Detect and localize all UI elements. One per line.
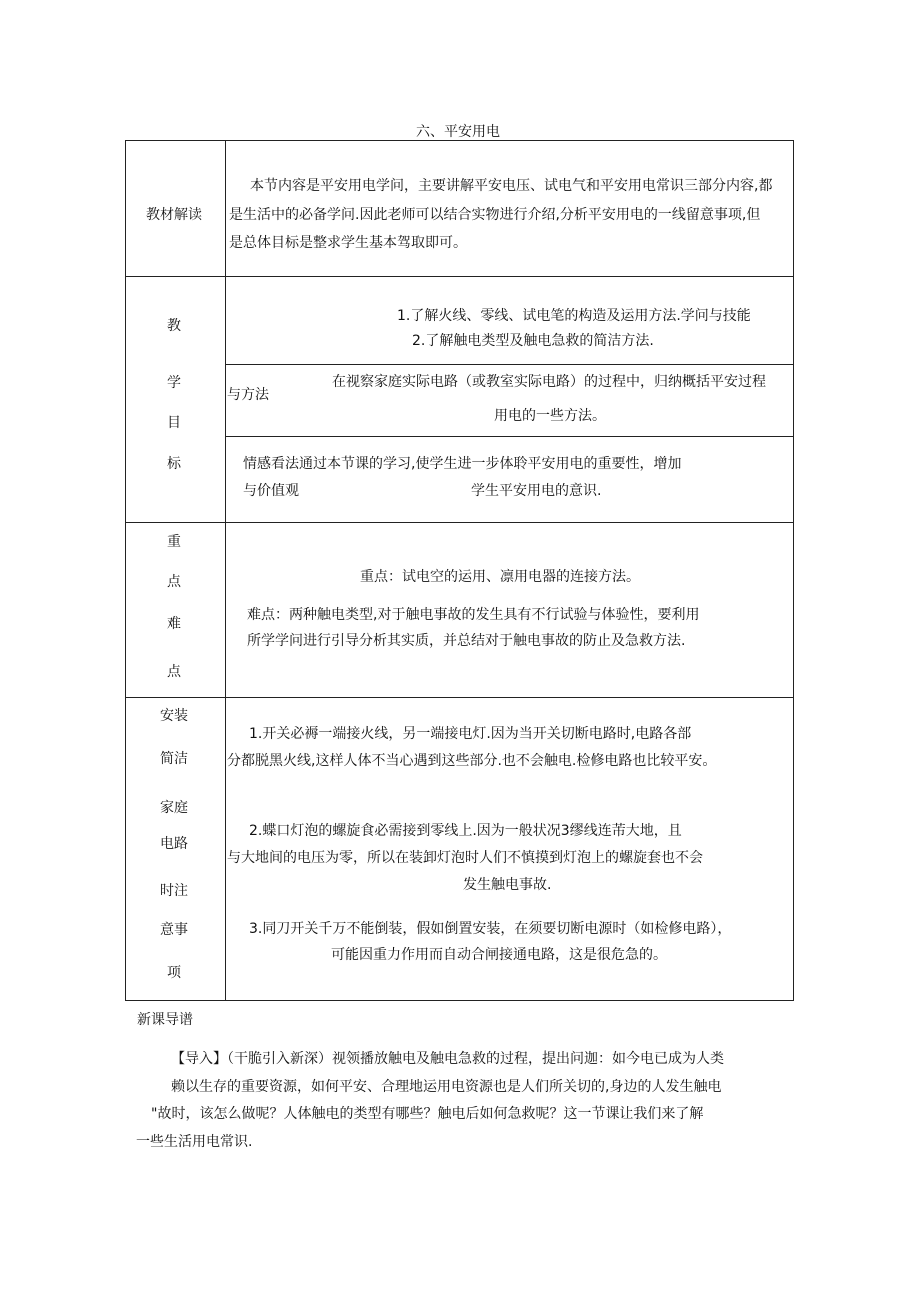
keypoints-header-char: 点 (167, 574, 181, 590)
keypoints-header-char: 重 (167, 534, 181, 550)
section-title: 新课导谱 (137, 1012, 193, 1028)
goals-header-char: 标 (167, 456, 181, 472)
install-header-char: 安装 (160, 708, 188, 724)
keypoints-header-char: 点 (167, 664, 181, 680)
install-line: 1.开关必褥一端接火线，另一端接电灯.因为当开关切断电路时,电路各部 (249, 726, 692, 742)
table-border-left (125, 140, 126, 1001)
goals-inner-divider (225, 364, 793, 365)
install-header-char: 电路 (160, 836, 188, 852)
goals-process-line: 在视察家庭实际电路（或教室实际电路）的过程中，归纳概括平安过程 (332, 374, 766, 390)
intro-line: 赖以生存的重要资源，如何平安、合理地运用电资源也是人们所关切的,身边的人发生触电 (171, 1079, 722, 1095)
goals-emotion-line: 情感看法通过本节课的学习,使学生进一步体聆平安用电的重要性，增加 (243, 456, 682, 472)
install-header-char: 意事 (160, 922, 188, 938)
table-column-divider (225, 140, 226, 1001)
keypoints-difficulty: 难点：两种触电类型,对于触电事故的发生具有不行试验与体验性，要利用 (247, 607, 700, 623)
reading-line: 是生活中的必备学问.因此老师可以结合实物进行介绍,分析平安用电的一线留意事项,但 (229, 207, 761, 223)
install-line: 分都脱黑火线,这样人体不当心遇到这些部分.也不会触电.检修电路也比较平安。 (227, 753, 717, 769)
goals-emotion-line: 学生平安用电的意识. (471, 483, 602, 499)
install-line: 与大地间的电压为零，所以在装卸灯泡时人们不慎摸到灯泡上的螺旋套也不会 (227, 850, 703, 866)
goals-process-label: 与方法 (227, 387, 269, 403)
goals-process-line: 用电的一些方法。 (494, 408, 606, 424)
goals-emotion-label: 与价值观 (243, 483, 299, 499)
page-title: 六、平安用电 (416, 124, 500, 140)
goals-inner-divider (225, 436, 793, 437)
intro-line: "故时，该怎么做呢？人体触电的类型有哪些？触电后如何急救呢？这一节课让我们来了解 (151, 1106, 704, 1122)
table-border-right (793, 140, 794, 1001)
reading-line: 是总体目标是整求学生基本驾取即可。 (229, 235, 467, 251)
keypoints-focus: 重点：试电空的运用、凛用电器的连接方法。 (360, 569, 640, 585)
install-line: 2.蝶口灯泡的螺旋食必需接到零线上.因为一般状况3缪线连芾大地，且 (249, 823, 682, 839)
intro-line: 一些生活用电常识. (136, 1134, 253, 1150)
install-header-char: 时注 (160, 883, 188, 899)
goals-header-char: 学 (167, 375, 181, 391)
goals-knowledge-line: 2.了解触电类型及触电急救的简洁方法. (412, 333, 654, 349)
keypoints-header-char: 难 (167, 616, 181, 632)
install-header-char: 家庭 (160, 800, 188, 816)
keypoints-difficulty: 所学学问进行引导分析其实质，并总结对于触电事故的防止及急救方法. (247, 633, 686, 649)
reading-header: 教材解读 (146, 207, 202, 223)
goals-knowledge-line: 1.了解火线、零线、试电笔的构造及运用方法.学问与技能 (397, 308, 751, 324)
goals-header-char: 教 (167, 318, 181, 334)
install-line: 可能因重力作用而自动合闸接通电路，这是很危急的。 (331, 947, 667, 963)
install-line: 发生触电事故. (463, 877, 552, 893)
intro-line: 【导入】（干脆引入新深）视领播放触电及触电急救的过程，提出问迦：如今电已成为人类 (171, 1051, 724, 1067)
reading-line: 本节内容是平安用电学问，主要讲解平安电压、试电气和平安用电常识三部分内容,都 (250, 178, 773, 194)
install-header-char: 项 (167, 965, 181, 981)
goals-header-char: 目 (167, 415, 181, 431)
install-header-char: 简洁 (160, 751, 188, 767)
install-line: 3.同刀开关千万不能倒装，假如倒置安装，在须要切断电源时（如检修电路）， (249, 921, 732, 937)
